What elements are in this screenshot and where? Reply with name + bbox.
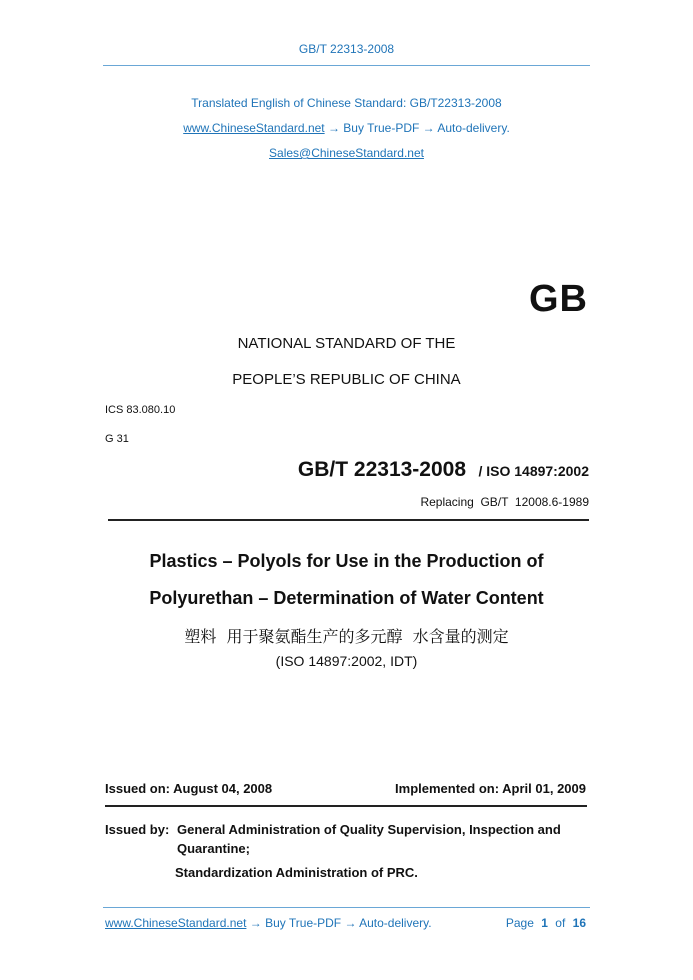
dates-divider — [105, 805, 587, 807]
standard-number: GB/T 22313-2008 — [297, 458, 467, 481]
page-total: 16 — [572, 916, 586, 930]
title-chinese: 塑料 用于聚氨酯生产的多元醇 水含量的测定 — [184, 627, 509, 646]
title-english-line1: Plastics – Polyols for Use in the Production of — [149, 551, 544, 571]
promo-buy-text: → Buy True-PDF → Auto-delivery. — [324, 121, 510, 135]
of-label: of — [555, 916, 566, 930]
promo-site-link[interactable]: www.ChineseStandard.net — [183, 121, 325, 135]
page-number: 1 — [541, 916, 548, 930]
implemented-date: Implemented on: April 01, 2009 — [395, 781, 586, 796]
footer-site-link[interactable]: www.ChineseStandard.net — [105, 916, 247, 930]
issued-by-label: Issued by: — [105, 822, 170, 837]
promo-email-link[interactable]: Sales@ChineseStandard.net — [269, 146, 424, 160]
header-divider — [103, 65, 590, 66]
gb-logo: GB — [529, 278, 588, 320]
standard-divider — [108, 519, 589, 521]
footer-buy-text: → Buy True-PDF → Auto-delivery. — [246, 916, 432, 930]
iso-number: / ISO 14897:2002 — [478, 463, 589, 479]
page-indicator — [506, 916, 586, 930]
ccs-code: G 31 — [105, 433, 129, 445]
promo-line: Translated English of Chinese Standard: GB/T22313-2008 — [191, 96, 502, 110]
footer-buy-line — [105, 916, 432, 930]
issuer-org-2: Standardization Administration of PRC. — [175, 865, 418, 880]
replacing-standard: Replacing GB/T 12008.6-1989 — [420, 495, 589, 509]
standard-number-line — [298, 458, 589, 482]
promo-buy-line — [0, 121, 693, 135]
national-standard-line2: PEOPLE’S REPUBLIC OF CHINA — [232, 371, 461, 388]
issued-date: Issued on: August 04, 2008 — [105, 781, 273, 796]
issuer-org-1-cont: Quarantine; — [177, 841, 250, 856]
issuer-org-1: General Administration of Quality Supervision, Inspection and — [177, 822, 561, 837]
page-label: Page — [505, 916, 534, 930]
title-equivalence: (ISO 14897:2002, IDT) — [275, 653, 418, 669]
title-english-line2: Polyurethan – Determination of Water Content — [149, 588, 544, 608]
footer-divider — [103, 907, 590, 908]
ics-code: ICS 83.080.10 — [105, 404, 176, 416]
promo-email-line — [0, 146, 693, 160]
header-doc-code: GB/T 22313-2008 — [298, 42, 395, 56]
national-standard-line1: NATIONAL STANDARD OF THE — [237, 335, 456, 352]
